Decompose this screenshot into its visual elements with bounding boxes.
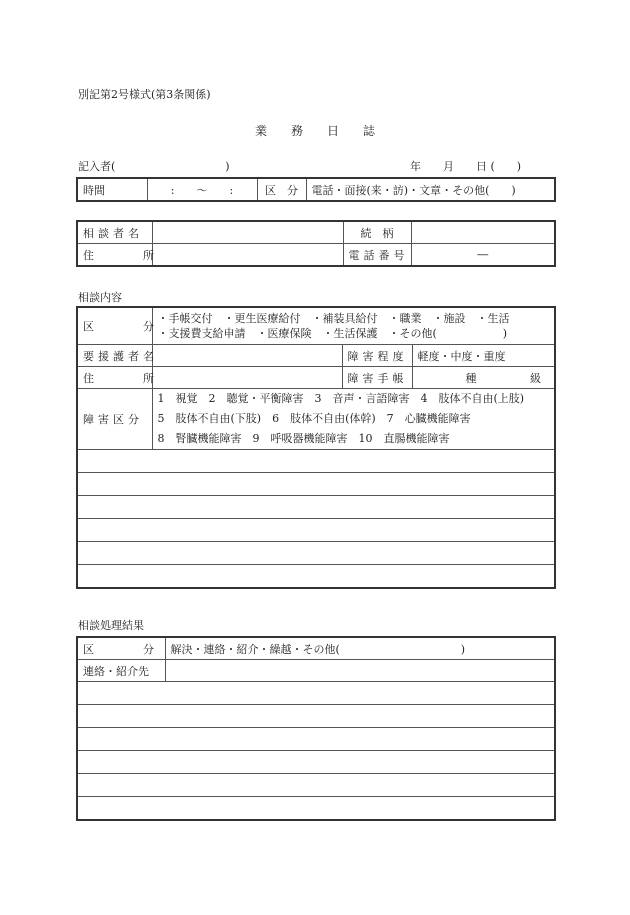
result-table xyxy=(76,636,556,821)
person-name-field[interactable] xyxy=(152,345,342,367)
person-address-field[interactable] xyxy=(152,367,342,389)
consultant-name-field[interactable] xyxy=(152,221,343,244)
phone-field[interactable]: ― xyxy=(411,244,555,267)
consultation-notes-line[interactable] xyxy=(77,542,555,565)
result-notes-line[interactable] xyxy=(77,751,555,774)
person-address-label: 住 所 xyxy=(77,367,152,389)
consultant-address-label: 住 所 xyxy=(77,244,152,267)
form-reference: 別記第2号様式(第3条関係) xyxy=(78,88,211,101)
time-label: 時間 xyxy=(77,178,147,201)
degree-label: 障害程度 xyxy=(342,345,412,367)
result-notes-line[interactable] xyxy=(77,682,555,705)
phone-label: 電話番号 xyxy=(343,244,411,267)
contact-method-options[interactable]: 電話・面接(来・訪)・文章・その他( ) xyxy=(306,178,555,201)
consultation-kubun-line1: ・手帳交付 ・更生医療給付 ・補装具給付 ・職業 ・施設 ・生活 xyxy=(157,312,510,325)
result-notes-line[interactable] xyxy=(77,705,555,728)
relation-field[interactable] xyxy=(411,221,555,244)
consultant-name-label: 相談者名 xyxy=(77,221,152,244)
date-field: 年 月 日 ( ) xyxy=(410,160,522,173)
handbook-grade: 級 xyxy=(530,371,541,385)
consultation-table xyxy=(76,306,556,589)
contact-field[interactable] xyxy=(165,660,555,682)
disability-line1: 1 視覚 2 聴覚・平衡障害 3 音声・言語障害 4 肢体不自由(上肢) xyxy=(157,392,525,405)
result-notes-line[interactable] xyxy=(77,797,555,821)
consultation-notes-line[interactable] xyxy=(77,519,555,542)
result-kubun-label: 区 分 xyxy=(77,637,165,660)
consultation-kubun-line2: ・支援費支給申請 ・医療保険 ・生活保護 ・その他( ) xyxy=(157,327,508,340)
consultation-kubun-label: 区 分 xyxy=(77,307,152,345)
consultation-kubun-options[interactable] xyxy=(152,307,555,345)
disability-line2: 5 肢体不自由(下肢) 6 肢体不自由(体幹) 7 心臓機能障害 xyxy=(157,412,471,425)
disability-line3: 8 腎臓機能障害 9 呼吸器機能障害 10 直腸機能障害 xyxy=(157,432,450,445)
consultation-notes-line[interactable] xyxy=(77,496,555,519)
result-section-title: 相談処理結果 xyxy=(78,619,144,632)
kubun-label: 区 分 xyxy=(257,178,306,201)
consultant-table xyxy=(76,220,556,267)
handbook-type: 種 xyxy=(465,371,477,385)
consultation-notes-line[interactable] xyxy=(77,565,555,589)
consultant-address-field[interactable] xyxy=(152,244,343,267)
document-title: 業 務 日 誌 xyxy=(254,124,375,138)
time-table xyxy=(76,177,556,202)
consultation-notes-line[interactable] xyxy=(77,473,555,496)
degree-options[interactable]: 軽度・中度・重度 xyxy=(412,345,555,367)
handbook-field[interactable] xyxy=(412,367,555,389)
consultation-section-title: 相談内容 xyxy=(78,291,122,304)
contact-label: 連絡・紹介先 xyxy=(77,660,165,682)
handbook-label: 障害手帳 xyxy=(342,367,412,389)
relation-label: 続 柄 xyxy=(343,221,411,244)
consultation-notes-line[interactable] xyxy=(77,450,555,473)
result-notes-line[interactable] xyxy=(77,774,555,797)
time-value[interactable]: : 〜 : xyxy=(147,178,257,201)
disability-kubun-options[interactable] xyxy=(152,389,555,450)
recorder-field: 記入者( ) xyxy=(78,160,230,173)
result-notes-line[interactable] xyxy=(77,728,555,751)
disability-kubun-label: 障害区分 xyxy=(77,389,152,450)
result-kubun-options[interactable]: 解決・連絡・紹介・繰越・その他( ) xyxy=(165,637,555,660)
person-name-label: 要援護者名 xyxy=(77,345,152,367)
